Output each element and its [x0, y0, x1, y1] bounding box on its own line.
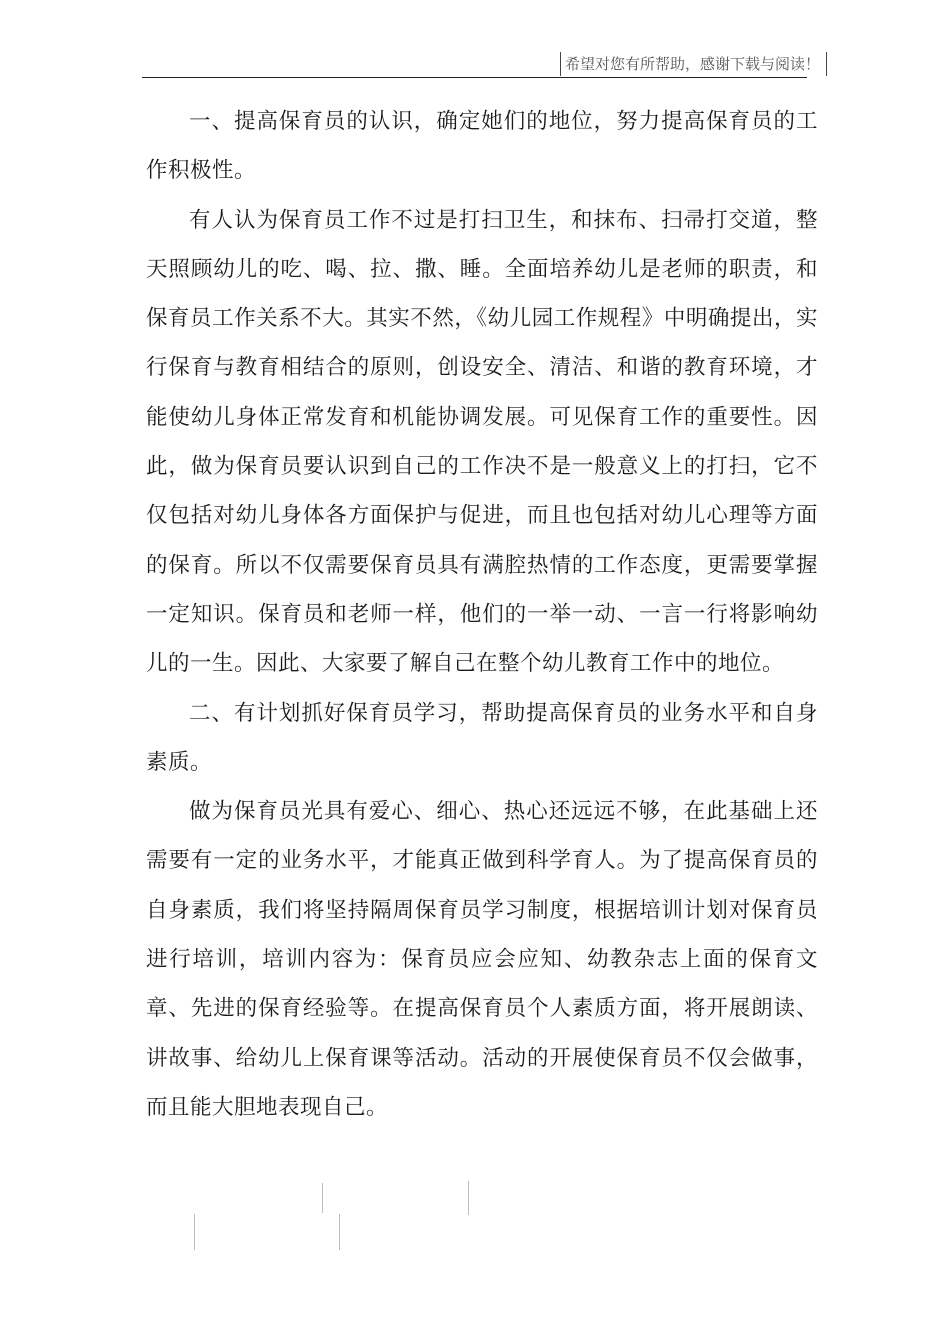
document-body	[146, 97, 818, 1132]
paragraph-section-2-body: 做为保育员光具有爱心、细心、热心还远远不够，在此基础上还需要有一定的业务水平，才能真正做到科学育人。为了提高保育员的自身素质，我们将坚持隔周保育员学习制度，根据培训计划对保育员进行培训，培训内容为：保育员应会应知、幼教杂志上面的保育文章、先进的保育经验等。在提高保育员个人素质方面，将开展朗读、讲故事、给幼儿上保育课等活动。活动的开展使保育员不仅会做事，而且能大胆地表现自己。	[146, 799, 818, 1120]
paragraph-section-1-heading: 一、提高保育员的认识，确定她们的地位，努力提高保育员的工作积极性。	[146, 109, 818, 184]
header-rule	[142, 77, 807, 78]
decorative-line	[194, 1214, 195, 1250]
decorative-line	[468, 1181, 469, 1215]
decorative-line	[322, 1183, 323, 1213]
paragraph-section-2-heading: 二、有计划抓好保育员学习，帮助提高保育员的业务水平和自身素质。	[146, 700, 818, 775]
header-note: 希望对您有所帮助，感谢下载与阅读！	[560, 52, 827, 76]
paragraph-section-1-body: 有人认为保育员工作不过是打扫卫生，和抹布、扫帚打交道，整天照顾幼儿的吃、喝、拉、撒、睡。全面培养幼儿是老师的职责，和保育员工作关系不大。其实不然，《幼儿园工作规程》中明确提出，实行保育与教育相结合的原则，创设安全、清洁、和谐的教育环境，才能使幼儿身体正常发育和机能协调发展。可见保育工作的重要性。因此，做为保育员要认识到自己的工作决不是一般意义上的打扫，它不仅包括对幼儿身体各方面保护与促进，而且也包括对幼儿心理等方面的保育。所以不仅需要保育员具有满腔热情的工作态度，更需要掌握一定知识。保育员和老师一样，他们的一举一动、一言一行将影响幼儿的一生。因此、大家要了解自己在整个幼儿教育工作中的地位。	[146, 207, 818, 677]
decorative-line	[339, 1214, 340, 1250]
